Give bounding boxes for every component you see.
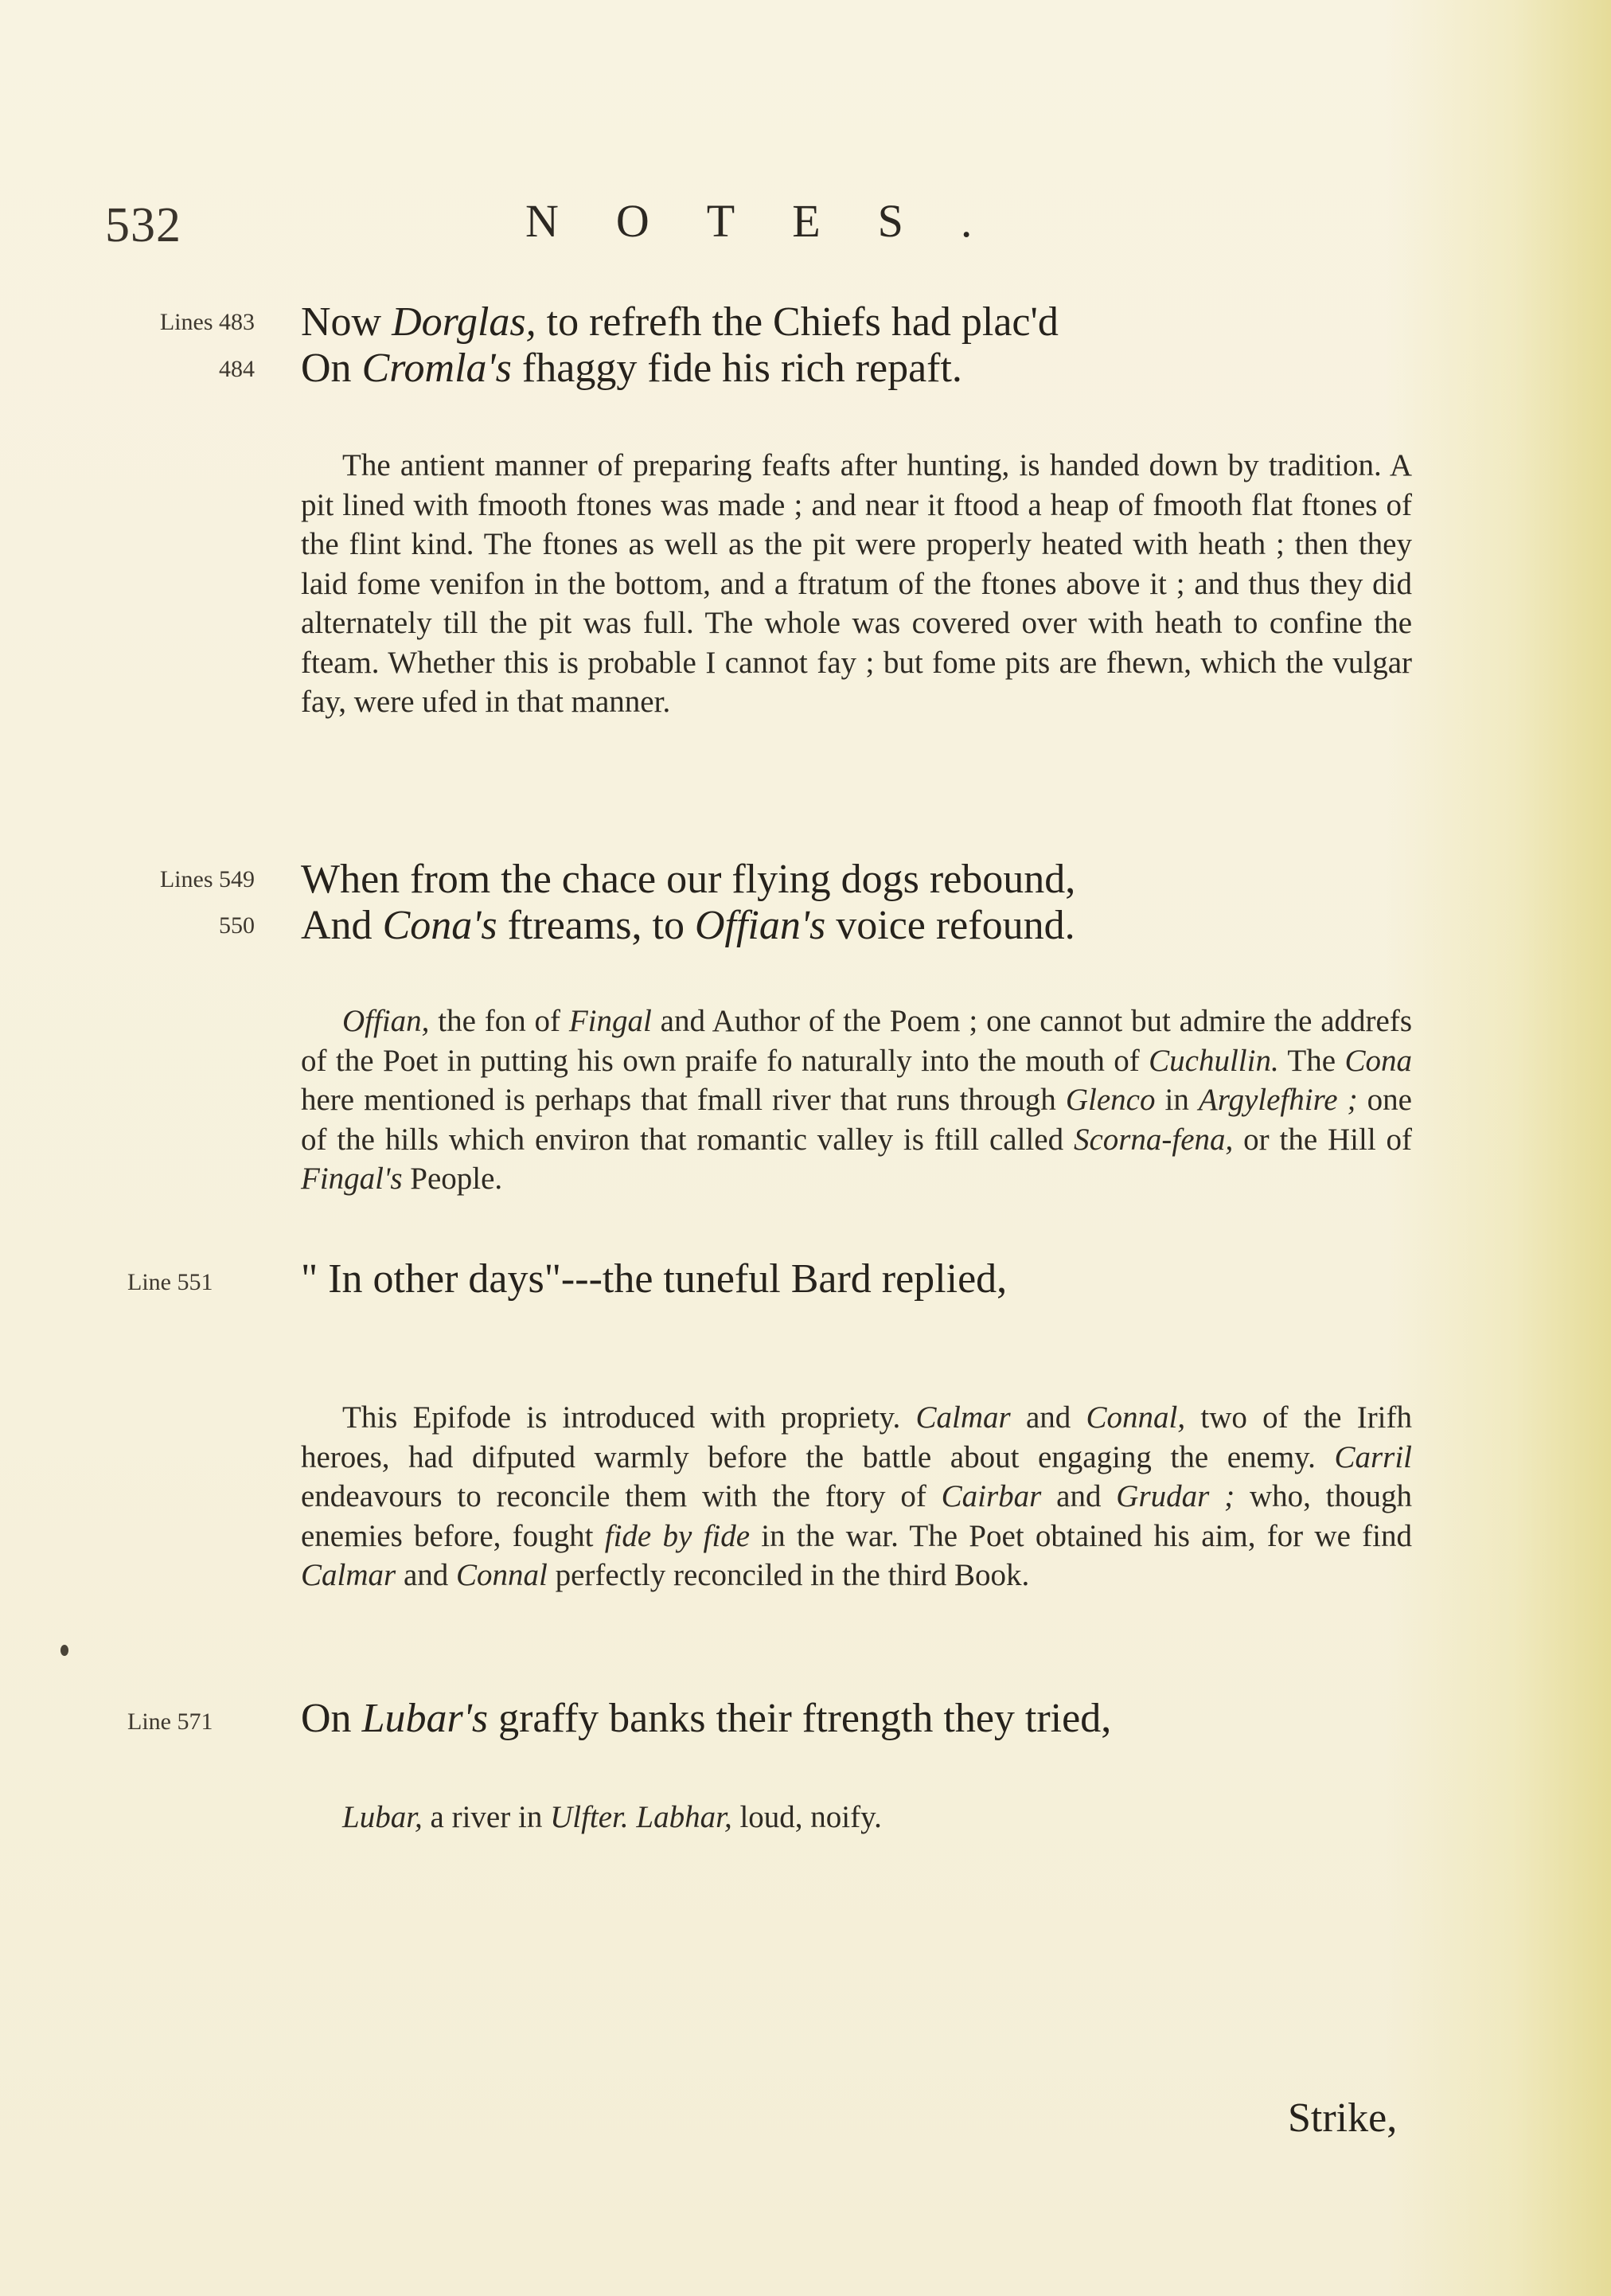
verse-text: And (301, 903, 383, 948)
note-text (301, 1798, 1412, 1837)
running-head: NOTES. (525, 195, 1030, 247)
note-roman: in (1155, 1083, 1199, 1117)
note-italic: Cona (1344, 1043, 1412, 1078)
note-roman: or the Hill of (1233, 1122, 1412, 1157)
note-roman (629, 1800, 637, 1834)
note-roman: here mentioned is perhaps that fmall river that runs through (301, 1083, 1066, 1117)
line-label: 550 (219, 912, 255, 939)
note-roman: endeavours to reconcile them with the ftory of (301, 1479, 942, 1513)
note-italic: fide by fide (604, 1518, 751, 1553)
note-text: The antient manner of preparing feafts after hunting, is handed down by tradition. A pit lined with fmooth ftones was made ; and near it ftood a heap of fmooth flat ftones of the flint kind. The ftones as well as the pit were properly heated with heath ; then they laid fome venifon in the bottom, and a ftratum of the ftones above it ; and thus they did alternately till the pit was full. The whole was covered over with heath to confine the fteam. Whether this is probable I cannot fay ; but fome pits are fhewn, which the vulgar fay, were ufed in that manner. (301, 448, 1412, 719)
verse-text: On (301, 1696, 362, 1741)
verse-line (301, 901, 1075, 951)
note-italic: Glenco (1065, 1083, 1156, 1117)
note-roman: in the war. The Poet obtained his aim, for we find (750, 1518, 1412, 1553)
ink-speck (60, 1645, 68, 1656)
verse-line (301, 855, 1075, 904)
note-roman: This Epifode is introduced with propriety. (342, 1400, 916, 1435)
note-roman: the fon of (429, 1004, 569, 1038)
verse-name: Lubar's (361, 1696, 489, 1741)
verse-line (301, 344, 962, 393)
note-roman: one of the hills which environ that romantic valley is ftill called (301, 1083, 1412, 1157)
verse-line (301, 1694, 1111, 1743)
line-label: Lines 483 (159, 309, 255, 335)
verse-text: On (301, 346, 362, 391)
note-paragraph (301, 1798, 1412, 1837)
note-italic: Connal, (1086, 1400, 1186, 1435)
verse-line (301, 298, 1059, 347)
note-paragraph (301, 1002, 1412, 1199)
note-italic: Calmar (301, 1558, 396, 1592)
catchword: Strike, (1288, 2095, 1398, 2141)
note-roman: and (1041, 1479, 1117, 1513)
note-italic: Argylefhire ; (1198, 1083, 1358, 1117)
verse-name: Cona's (382, 903, 497, 948)
note-paragraph (301, 446, 1412, 722)
note-italic: Fingal (568, 1004, 652, 1038)
verse-name: Cromla's (361, 346, 512, 391)
line-label: Line 551 (127, 1269, 213, 1295)
verse-text: ftreams, to (497, 903, 695, 948)
note-text (301, 1398, 1412, 1595)
note-roman: People. (402, 1162, 503, 1196)
note-italic: Offian, (342, 1004, 430, 1038)
note-italic: Lubar, (342, 1800, 423, 1834)
note-roman: and (1010, 1400, 1086, 1435)
verse-text: " In other days"---the tuneful Bard replied, (301, 1256, 1008, 1302)
note-roman: who, though enemies before, fought (301, 1479, 1413, 1553)
verse-name: Dorglas, (392, 299, 536, 345)
note-text (301, 1002, 1412, 1199)
verse-text: to refrefh the Chiefs had plac'd (536, 299, 1059, 345)
note-roman: loud, noify. (731, 1800, 882, 1834)
line-label: 484 (219, 356, 255, 382)
note-roman: perfectly reconciled in the third Book. (547, 1558, 1030, 1592)
note-italic: Cuchullin. (1149, 1043, 1279, 1078)
line-label: Line 571 (127, 1708, 213, 1735)
note-paragraph (301, 1398, 1412, 1595)
note-roman: and (396, 1558, 457, 1592)
note-italic: Cairbar (941, 1479, 1042, 1513)
note-italic: Connal (456, 1558, 548, 1592)
note-italic: Ulfter. (550, 1800, 629, 1834)
note-roman: and Author of the Poem ; one cannot but admire the addrefs of the Poet in putting his own praife fo naturally into the mouth of (301, 1004, 1412, 1078)
note-italic: Calmar (915, 1400, 1011, 1435)
verse-text: Now (301, 299, 392, 345)
note-italic: Labhar, (636, 1800, 732, 1834)
verse-name: Offian's (694, 903, 826, 948)
verse-text: voice refound. (825, 903, 1075, 948)
note-roman: The (1278, 1043, 1345, 1078)
note-italic: Scorna-fena, (1073, 1122, 1234, 1157)
note-roman: a river in (422, 1800, 551, 1834)
page-number: 532 (105, 198, 181, 252)
note-roman: two of the Irifh heroes, had difputed warmly before the battle about engaging the enemy. (301, 1400, 1413, 1474)
note-italic: Grudar ; (1116, 1479, 1235, 1513)
note-italic: Fingal's (301, 1162, 403, 1196)
verse-text: graffy banks their ftrength they tried, (488, 1696, 1112, 1741)
line-label: Lines 549 (159, 866, 255, 892)
verse-line (301, 1255, 1007, 1304)
verse-text: fhaggy fide his rich repaft. (511, 346, 962, 391)
verse-text: When from the chace our flying dogs rebound, (301, 857, 1076, 902)
note-italic: Carril (1334, 1439, 1412, 1474)
